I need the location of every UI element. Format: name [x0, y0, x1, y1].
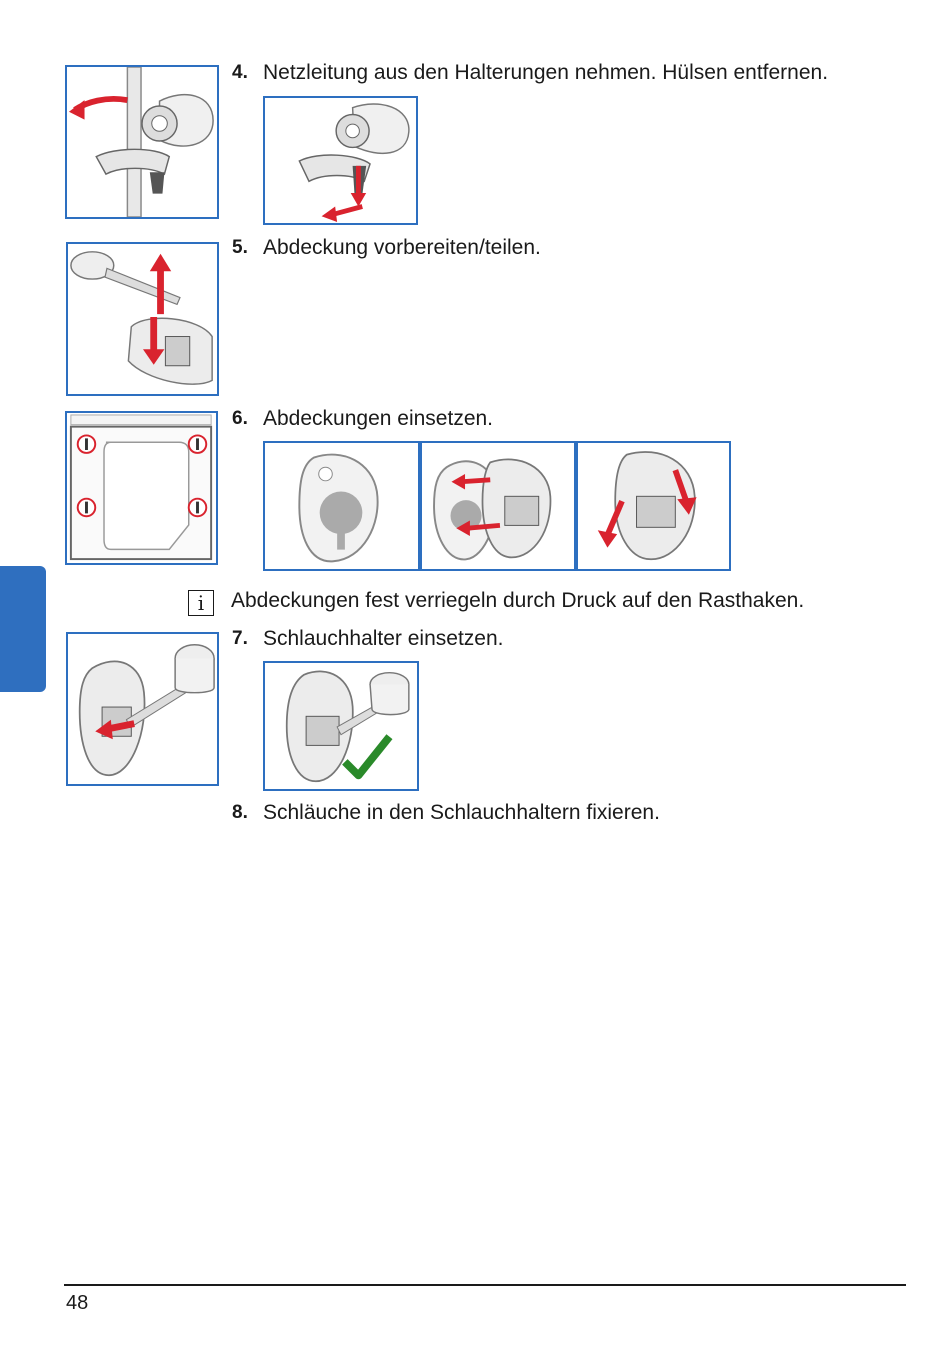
figure-step6-cover-positions	[65, 411, 218, 565]
step-number: 8.	[232, 802, 248, 823]
figure-step7-holder-inserted	[263, 661, 419, 791]
note-text: Abdeckungen fest verriegeln durch Druck auf den Rasthaken.	[231, 589, 805, 612]
page-number: 48	[66, 1292, 89, 1314]
figure-step4-remove-sleeves	[263, 96, 418, 225]
step-text: Schlauchhalter einsetzen.	[263, 627, 504, 650]
figure-step6-press-cover	[576, 441, 731, 571]
step-text: Netzleitung aus den Halterungen nehmen. Hülsen entfernen.	[263, 61, 829, 84]
step-number: 4.	[232, 62, 248, 83]
info-icon: i	[188, 590, 214, 616]
figure-step5-prepare-cover	[66, 242, 219, 396]
step-number: 7.	[232, 628, 248, 649]
chapter-tab-marker	[0, 566, 46, 692]
figure-step4-holder-overview	[65, 65, 219, 219]
figure-step6-opening	[263, 441, 420, 571]
step-number: 5.	[232, 237, 248, 258]
footer-divider	[64, 1284, 906, 1286]
figure-step7-hose-holder-overview	[66, 632, 219, 786]
step-text: Abdeckung vorbereiten/teilen.	[263, 236, 541, 259]
step-text: Schläuche in den Schlauchhaltern fixieren.	[263, 801, 660, 824]
step-number: 6.	[232, 408, 248, 429]
figure-step6-insert-cover	[420, 441, 576, 571]
step-text: Abdeckungen einsetzen.	[263, 407, 494, 430]
